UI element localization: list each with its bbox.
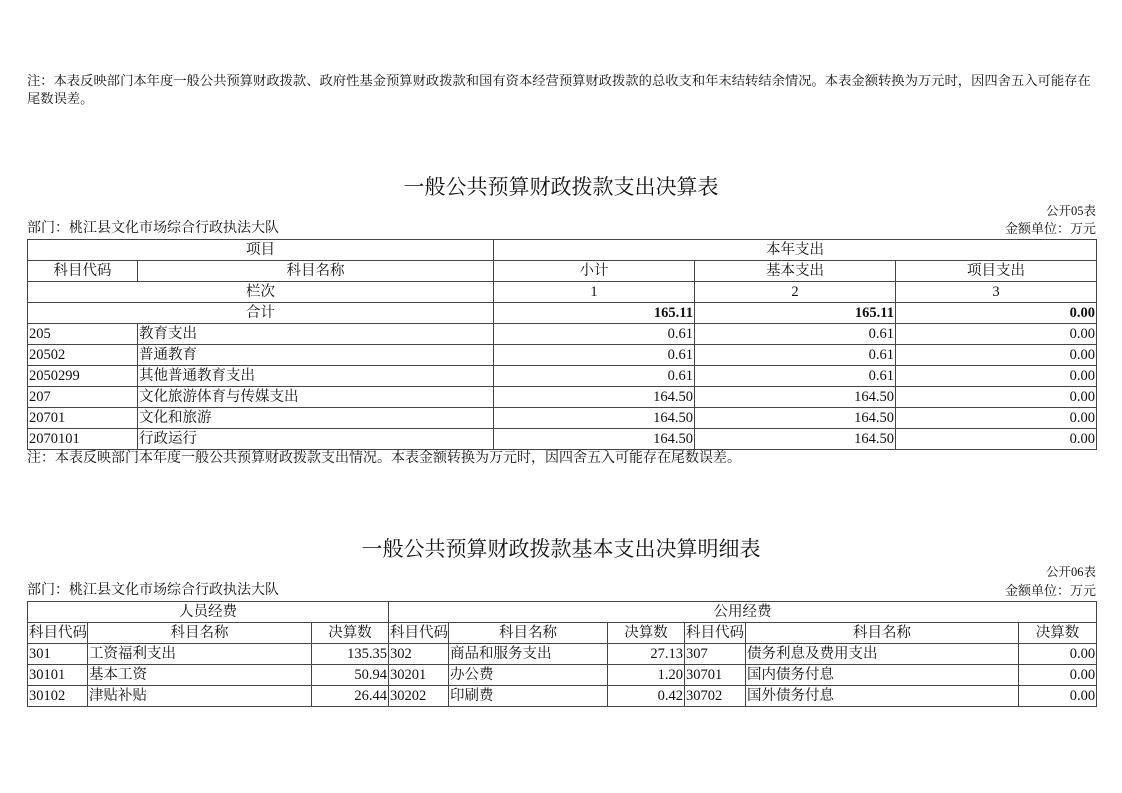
header-amount-cell: 决算数 [1019, 623, 1097, 644]
name-cell: 文化旅游体育与传媒支出 [138, 387, 494, 408]
subtotal-cell: 164.50 [494, 429, 695, 450]
table2-form-number: 公开06表 [1045, 565, 1096, 579]
header-personnel-cell: 人员经费 [28, 602, 389, 623]
table1-title: 一般公共预算财政拨款支出决算表 [403, 175, 719, 199]
goods-amount-cell: 27.13 [608, 644, 685, 665]
personnel-name-cell: 工资福利支出 [88, 644, 312, 665]
basic-cell: 164.50 [695, 429, 896, 450]
project-cell: 0.00 [896, 387, 1097, 408]
table2-department-label: 部门：桃江县文化市场综合行政执法大队 [27, 583, 279, 598]
top-note-line-2: 尾数误差。 [27, 91, 94, 106]
debt-amount-cell: 0.00 [1019, 665, 1097, 686]
header-name-cell: 科目名称 [88, 623, 312, 644]
total-label: 合计 [28, 303, 494, 324]
debt-name-cell: 债务利息及费用支出 [746, 644, 1019, 665]
code-cell: 2070101 [28, 429, 138, 450]
project-cell: 0.00 [896, 324, 1097, 345]
table-row [28, 665, 1097, 686]
header-current-year-cell: 本年支出 [494, 240, 1097, 261]
expenditure-table [27, 239, 1097, 450]
header-row-1 [28, 240, 1097, 261]
header-code-cell: 科目代码 [685, 623, 746, 644]
header-row-2 [28, 623, 1097, 644]
basic-cell: 0.61 [695, 345, 896, 366]
debt-amount-cell: 0.00 [1019, 644, 1097, 665]
table-row [28, 408, 1097, 429]
debt-code-cell: 30701 [685, 665, 746, 686]
goods-amount-cell: 1.20 [608, 665, 685, 686]
table-row [28, 345, 1097, 366]
column-number-row [28, 282, 1097, 303]
table1-form-number: 公开05表 [1045, 204, 1096, 218]
subtotal-cell: 164.50 [494, 387, 695, 408]
code-cell: 205 [28, 324, 138, 345]
project-cell: 0.00 [896, 408, 1097, 429]
table1-amount-unit-label: 金额单位：万元 [1004, 221, 1096, 236]
header-name-cell: 科目名称 [138, 261, 494, 282]
column-number-3: 3 [896, 282, 1097, 303]
code-cell: 20502 [28, 345, 138, 366]
table-row [28, 429, 1097, 450]
debt-code-cell: 30702 [685, 686, 746, 707]
header-amount-cell: 决算数 [608, 623, 685, 644]
goods-name-cell: 办公费 [449, 665, 608, 686]
header-code-cell: 科目代码 [389, 623, 449, 644]
column-number-1: 1 [494, 282, 695, 303]
debt-name-cell: 国外债务付息 [746, 686, 1019, 707]
personnel-amount-cell: 26.44 [312, 686, 389, 707]
code-cell: 2050299 [28, 366, 138, 387]
project-cell: 0.00 [896, 429, 1097, 450]
subtotal-cell: 0.61 [494, 366, 695, 387]
name-cell: 教育支出 [138, 324, 494, 345]
personnel-name-cell: 津贴补贴 [88, 686, 312, 707]
header-basic-cell: 基本支出 [695, 261, 896, 282]
total-row [28, 303, 1097, 324]
name-cell: 普通教育 [138, 345, 494, 366]
basic-cell: 0.61 [695, 324, 896, 345]
goods-amount-cell: 0.42 [608, 686, 685, 707]
goods-code-cell: 30202 [389, 686, 449, 707]
table-row [28, 644, 1097, 665]
header-row-2 [28, 261, 1097, 282]
header-code-cell: 科目代码 [28, 261, 138, 282]
name-cell: 文化和旅游 [138, 408, 494, 429]
table2-amount-unit-label: 金额单位：万元 [1004, 583, 1096, 598]
debt-code-cell: 307 [685, 644, 746, 665]
table-row [28, 686, 1097, 707]
header-amount-cell: 决算数 [312, 623, 389, 644]
header-project-expense-cell: 项目支出 [896, 261, 1097, 282]
personnel-code-cell: 301 [28, 644, 88, 665]
header-code-cell: 科目代码 [28, 623, 88, 644]
code-cell: 20701 [28, 408, 138, 429]
debt-amount-cell: 0.00 [1019, 686, 1097, 707]
table-row [28, 366, 1097, 387]
goods-code-cell: 30201 [389, 665, 449, 686]
project-cell: 0.00 [896, 345, 1097, 366]
header-subtotal-cell: 小计 [494, 261, 695, 282]
basic-cell: 164.50 [695, 408, 896, 429]
project-cell: 0.00 [896, 366, 1097, 387]
personnel-amount-cell: 50.94 [312, 665, 389, 686]
total-basic-cell: 165.11 [695, 303, 896, 324]
goods-name-cell: 印刷费 [449, 686, 608, 707]
goods-code-cell: 302 [389, 644, 449, 665]
table-row [28, 324, 1097, 345]
personnel-code-cell: 30102 [28, 686, 88, 707]
total-subtotal-cell: 165.11 [494, 303, 695, 324]
header-name-cell: 科目名称 [746, 623, 1019, 644]
header-name-cell: 科目名称 [449, 623, 608, 644]
table2-title: 一般公共预算财政拨款基本支出决算明细表 [361, 537, 761, 561]
subtotal-cell: 164.50 [494, 408, 695, 429]
header-row-1 [28, 602, 1097, 623]
subtotal-cell: 0.61 [494, 324, 695, 345]
column-number-2: 2 [695, 282, 896, 303]
basic-cell: 164.50 [695, 387, 896, 408]
debt-name-cell: 国内债务付息 [746, 665, 1019, 686]
table1-note: 注：本表反映部门本年度一般公共预算财政拨款支出情况。本表金额转换为万元时，因四舍五入可能存在尾数误差。 [27, 451, 741, 466]
header-public-cell: 公用经费 [389, 602, 1097, 623]
basic-expenditure-detail-table [27, 601, 1097, 707]
personnel-code-cell: 30101 [28, 665, 88, 686]
top-note-line-1: 注：本表反映部门本年度一般公共预算财政拨款、政府性基金预算财政拨款和国有资本经营预算财政拨款的总收支和年末结转结余情况。本表金额转换为万元时，因四舍五入可能存在 [27, 73, 1091, 88]
code-cell: 207 [28, 387, 138, 408]
total-project-cell: 0.00 [896, 303, 1097, 324]
basic-cell: 0.61 [695, 366, 896, 387]
table-row [28, 387, 1097, 408]
table1-department-label: 部门：桃江县文化市场综合行政执法大队 [27, 221, 279, 236]
name-cell: 行政运行 [138, 429, 494, 450]
personnel-name-cell: 基本工资 [88, 665, 312, 686]
name-cell: 其他普通教育支出 [138, 366, 494, 387]
header-project-cell: 项目 [28, 240, 494, 261]
subtotal-cell: 0.61 [494, 345, 695, 366]
column-number-label: 栏次 [28, 282, 494, 303]
personnel-amount-cell: 135.35 [312, 644, 389, 665]
goods-name-cell: 商品和服务支出 [449, 644, 608, 665]
